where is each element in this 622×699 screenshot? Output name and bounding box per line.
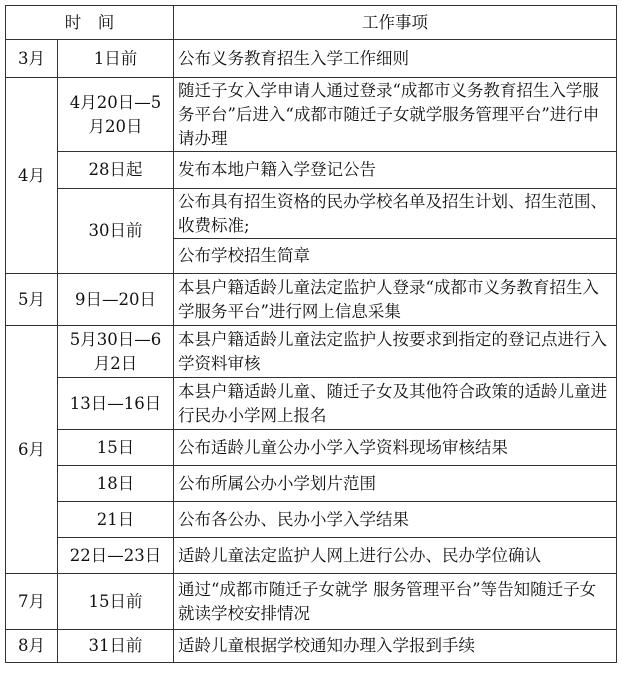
date-cell: 9日—20日 [58,274,174,326]
date-cell: 18日 [58,466,174,502]
month-cell: 8月 [6,630,58,663]
header-work: 工作事项 [174,6,617,40]
month-cell: 7月 [6,574,58,630]
task-cell: 随迁子女入学申请人通过登录“成都市义务教育招生入学服务平台”后进入“成都市随迁子女就学服务管理平台”进行申请办理 [174,78,617,152]
table-row [6,274,617,326]
header-row [6,6,617,40]
task-cell: 本县户籍适龄儿童法定监护人登录“成都市义务教育招生入学服务平台”进行网上信息采集 [174,274,617,326]
task-cell: 本县户籍适龄儿童、随迁子女及其他符合政策的适龄儿童进行民办小学网上报名 [174,378,617,430]
header-time: 时 间 [6,6,174,40]
task-cell: 本县户籍适龄儿童法定监护人按要求到指定的登记点进行入学资料审核 [174,326,617,378]
table-row [6,78,617,152]
date-cell: 22日—23日 [58,538,174,574]
task-cell: 公布适龄儿童公办小学入学资料现场审核结果 [174,430,617,466]
date-cell: 30日前 [58,189,174,274]
date-cell: 13日—16日 [58,378,174,430]
table-row [6,538,617,574]
task-cell: 公布义务教育招生入学工作细则 [174,40,617,78]
date-cell: 4月20日—5月20日 [58,78,174,152]
table-row [6,630,617,663]
task-cell: 发布本地户籍入学登记公告 [174,152,617,189]
table-row [6,502,617,538]
task-cell: 公布具有招生资格的民办学校名单及招生计划、招生范围、收费标准; [174,189,617,239]
table-row [6,189,617,239]
month-cell: 3月 [6,40,58,78]
table-row [6,40,617,78]
table-row [6,326,617,378]
task-cell: 公布学校招生简章 [174,239,617,274]
task-cell: 公布所属公办小学划片范围 [174,466,617,502]
month-cell: 5月 [6,274,58,326]
date-cell: 31日前 [58,630,174,663]
date-cell: 15日前 [58,574,174,630]
date-cell: 28日起 [58,152,174,189]
task-cell: 通过“成都市随迁子女就学 服务管理平台”等告知随迁子女就读学校安排情况 [174,574,617,630]
date-cell: 1日前 [58,40,174,78]
table-row [6,574,617,630]
table-row [6,378,617,430]
date-cell: 5月30日—6月2日 [58,326,174,378]
table-row [6,430,617,466]
table-row [6,466,617,502]
date-cell: 21日 [58,502,174,538]
enrollment-schedule-table [5,5,617,663]
task-cell: 适龄儿童法定监护人网上进行公办、民办学位确认 [174,538,617,574]
task-cell: 公布各公办、民办小学入学结果 [174,502,617,538]
task-cell: 适龄儿童根据学校通知办理入学报到手续 [174,630,617,663]
month-cell: 6月 [6,326,58,574]
date-cell: 15日 [58,430,174,466]
month-cell: 4月 [6,78,58,274]
table-row [6,152,617,189]
